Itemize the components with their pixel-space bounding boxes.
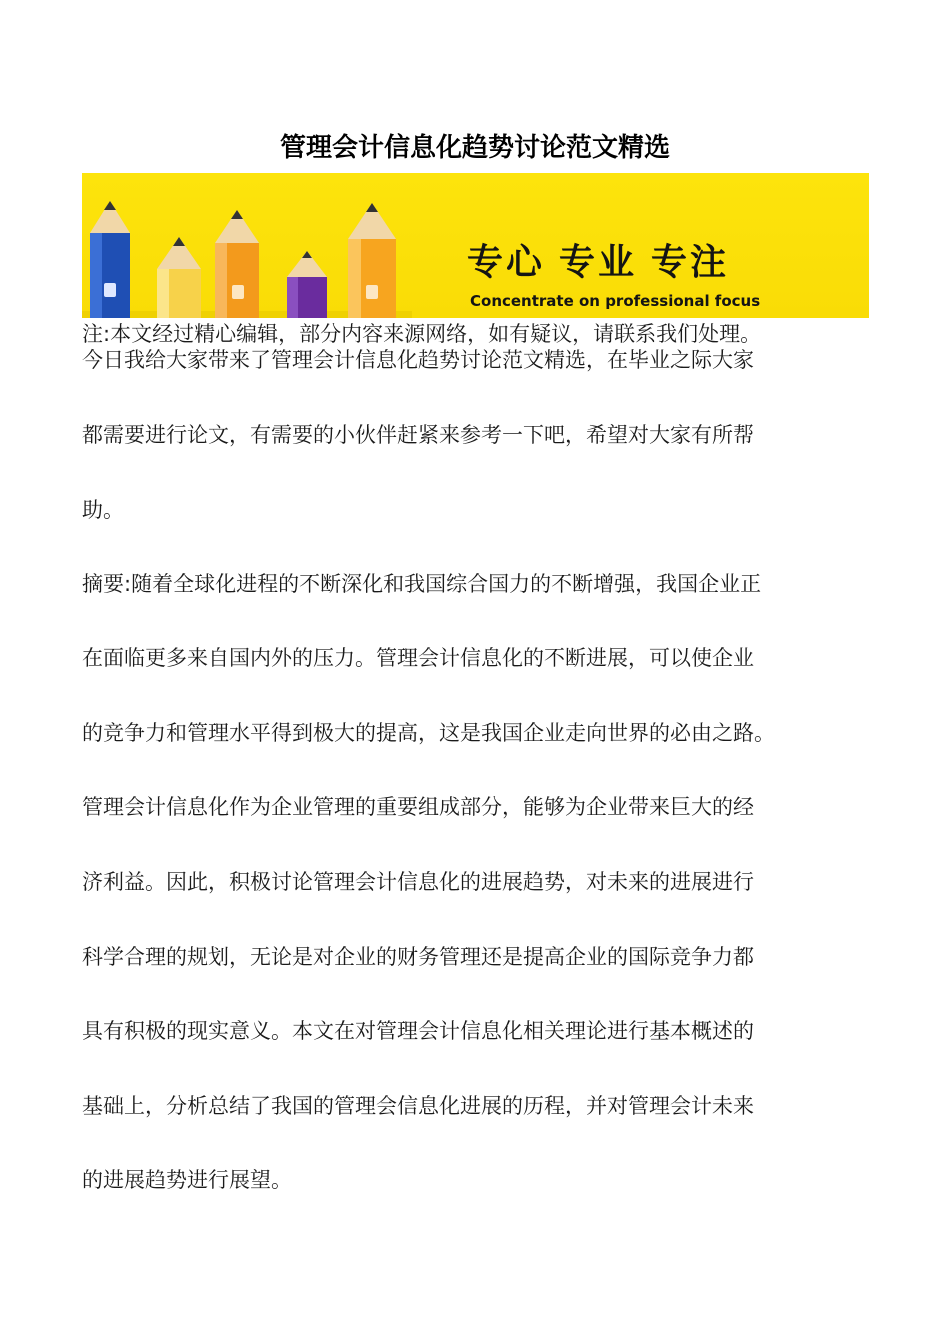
- document-title: 管理会计信息化趋势讨论范文精选: [279, 133, 670, 163]
- slogan-word: 专注: [651, 242, 730, 283]
- banner-subtitle: Concentrate on professional focus: [470, 292, 761, 310]
- body-line: 助。: [82, 498, 124, 522]
- pencil-icon: [348, 203, 396, 318]
- body-line: 基础上，分析总结了我国的管理会信息化进展的历程，并对管理会计未来: [82, 1094, 754, 1118]
- pencil-icon: [157, 237, 201, 318]
- banner-image: [82, 173, 869, 318]
- banner-slogan: [467, 243, 729, 283]
- body-line: 济利益。因此，积极讨论管理会计信息化的进展趋势，对未来的进展进行: [82, 870, 754, 894]
- pencil-icon: [215, 210, 259, 318]
- pencil-icon: [90, 201, 130, 318]
- editor-note: 注:本文经过精心编辑，部分内容来源网络，如有疑议，请联系我们处理。: [82, 322, 762, 346]
- body-line: 在面临更多来自国内外的压力。管理会计信息化的不断进展，可以使企业: [82, 646, 754, 670]
- body-line: 管理会计信息化作为企业管理的重要组成部分，能够为企业带来巨大的经: [82, 795, 754, 819]
- slogan-word: 专心: [467, 242, 546, 283]
- body-line: 都需要进行论文，有需要的小伙伴赶紧来参考一下吧，希望对大家有所帮: [82, 423, 754, 447]
- body-line: 摘要:随着全球化进程的不断深化和我国综合国力的不断增强，我国企业正: [82, 572, 762, 596]
- pencil-icon: [287, 251, 327, 318]
- body-line: 的竞争力和管理水平得到极大的提高，这是我国企业走向世界的必由之路。: [82, 721, 775, 745]
- body-line: 今日我给大家带来了管理会计信息化趋势讨论范文精选，在毕业之际大家: [82, 348, 754, 372]
- body-line: 的进展趋势进行展望。: [82, 1168, 292, 1192]
- slogan-word: 专业: [559, 242, 638, 283]
- body-line: 具有积极的现实意义。本文在对管理会计信息化相关理论进行基本概述的: [82, 1019, 754, 1043]
- body-line: 科学合理的规划，无论是对企业的财务管理还是提高企业的国际竞争力都: [82, 945, 754, 969]
